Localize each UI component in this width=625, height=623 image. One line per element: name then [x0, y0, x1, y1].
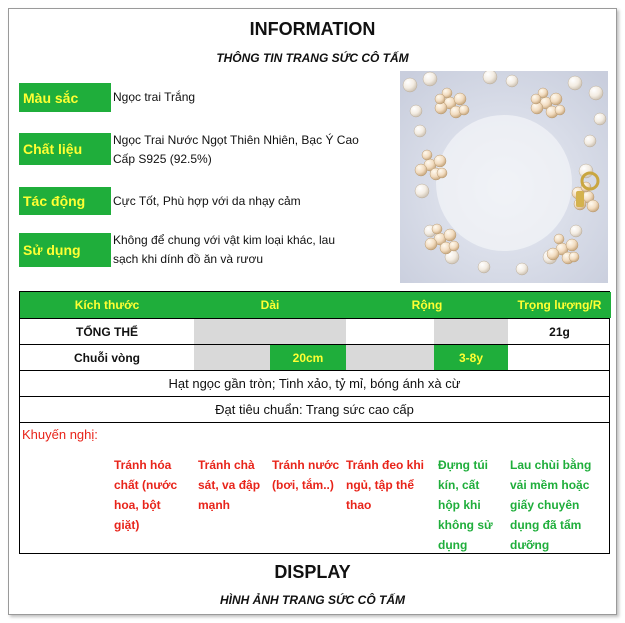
page-title: INFORMATION — [249, 19, 376, 39]
usage-value: Không để chung với vật kim loại khác, lau sạch khi dính đồ ăn và rươu — [113, 233, 335, 266]
row-name-overall: TỔNG THỂ — [76, 324, 138, 339]
bracelet-gray-cell — [194, 345, 270, 370]
header-length: Dài — [194, 292, 346, 318]
material-label: Chất liệu — [19, 133, 111, 165]
overall-width-cell — [434, 319, 508, 344]
advice-chemicals: Tránh hóa chất (nước hoa, bột giặt) — [114, 458, 178, 532]
color-value: Ngọc trai Trắng — [113, 90, 196, 104]
recommendation-label: Khuyến nghị: — [22, 426, 98, 442]
info-sheet — [8, 8, 617, 615]
table-row-bracelet — [20, 344, 609, 370]
size-table — [19, 291, 610, 554]
display-title: DISPLAY — [274, 562, 351, 582]
bracelet-gray-cell-2 — [346, 345, 434, 370]
advice-storage: Đựng túi kín, cất hộp khi không sử dụng — [438, 458, 493, 552]
standard-note: Đạt tiêu chuẩn: Trang sức cao cấp — [215, 402, 414, 417]
advice-cleaning: Lau chùi bằng vải mềm hoặc giấy chuyên dụng đã tẩm dưỡng — [510, 458, 592, 552]
bracelet-length-value: 20cm — [270, 345, 346, 370]
header-size: Kích thước — [20, 292, 194, 318]
overall-length-cell — [194, 319, 346, 344]
table-row-note2 — [20, 396, 609, 422]
effect-label: Tác động — [19, 187, 111, 215]
quality-note: Hạt ngọc gần tròn; Tinh xảo, tỷ mỉ, bóng ánh xà cừ — [168, 376, 461, 391]
color-label: Màu sắc — [19, 83, 111, 112]
bracelet-width-value: 3-8y — [434, 345, 508, 370]
header-weight: Trọng lượng/R — [508, 292, 611, 318]
advice-impact: Tránh chà sát, va đập mạnh — [198, 458, 261, 512]
effect-value: Cực Tốt, Phù hợp với da nhạy cảm — [113, 193, 301, 208]
page-subtitle: THÔNG TIN TRANG SỨC CÔ TẤM — [216, 51, 409, 65]
material-value: Ngọc Trai Nước Ngọt Thiên Nhiên, Bạc Ý Cao Cấp S925 (92.5%) — [113, 133, 359, 166]
product-photo — [400, 71, 608, 283]
row-name-bracelet: Chuỗi vòng — [74, 350, 140, 365]
display-subtitle: HÌNH ẢNH TRANG SỨC CÔ TẤM — [219, 593, 406, 607]
advice-sleep: Tránh đeo khi ngủ, tập thể thao — [346, 458, 425, 512]
overall-weight-value: 21g — [549, 324, 570, 339]
header-width: Rộng — [346, 292, 508, 318]
advice-water: Tránh nước (bơi, tắm..) — [272, 458, 340, 492]
table-row-note1 — [20, 370, 609, 396]
usage-label: Sử dụng — [19, 233, 111, 267]
table-row-overall — [20, 318, 609, 344]
